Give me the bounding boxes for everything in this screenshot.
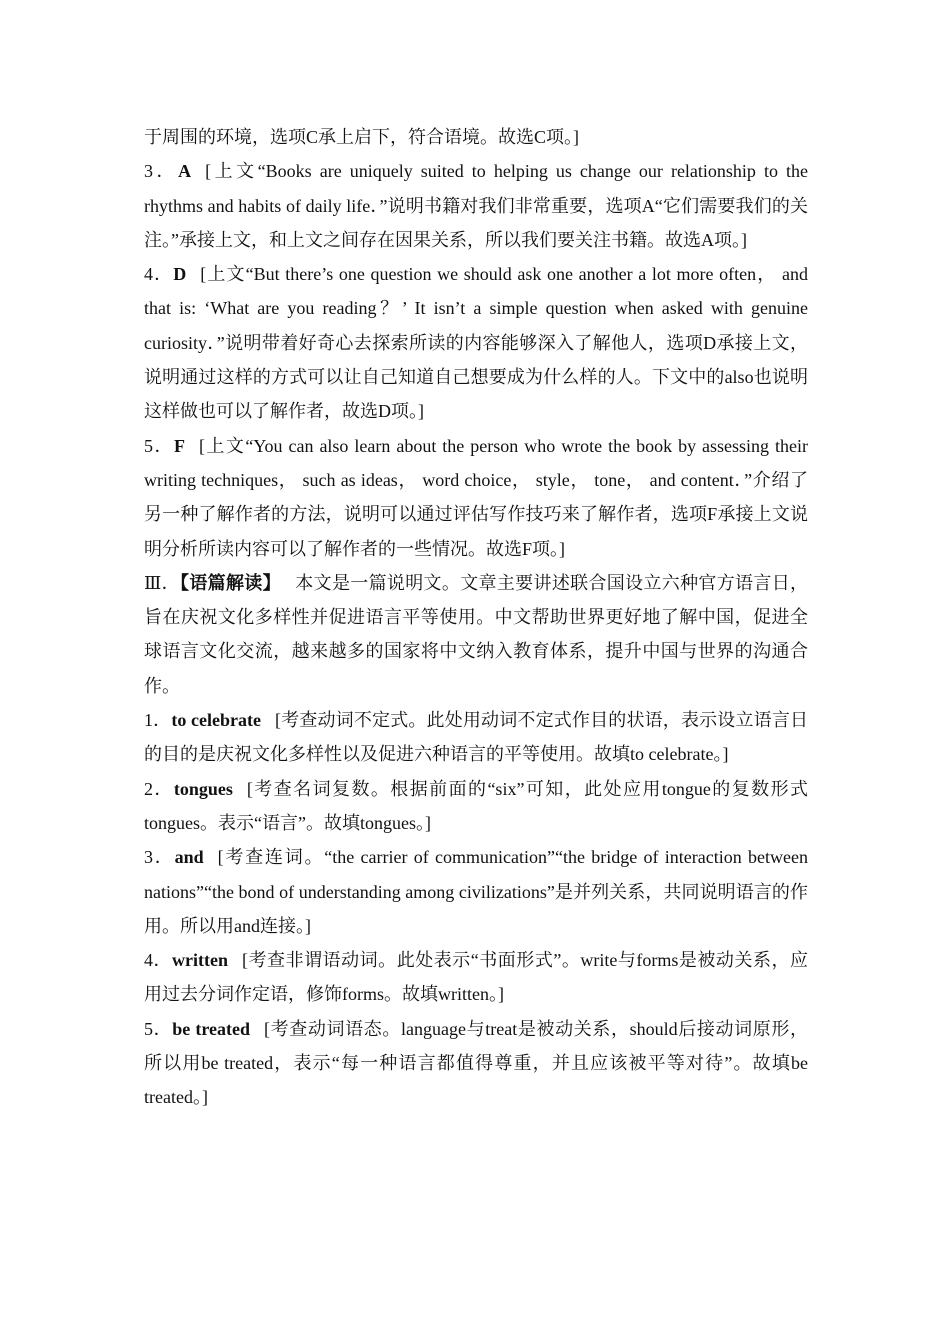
item-answer: be treated [172,1018,251,1039]
item-answer: A [178,161,192,182]
item-answer: tongues [173,778,233,799]
item-number: 3． [144,161,179,182]
item-answer: F [173,435,185,456]
item-5-explanation [144,429,808,566]
explanation-text: [考查连词。“the carrier of communication”“the bridge of interaction between nations”“the bond of understanding among civilizations”是并列关系，共同说明语言的作用。所以用and连接。] [144,847,808,936]
summary-text: 本文是一篇说明文。文章主要讲述联合国设立六种官方语言日，旨在庆祝文化多样性并促进语言平等使用。中文帮助世界更好地了解中国，促进全球语言文化交流，越来越多的国家将中文纳入教育体系，提升中国与世界的沟通合作。 [144,572,809,696]
explanation-text: [考查名词复数。根据前面的“six”可知，此处应用tongue的复数形式tongues。表示“语言”。故填tongues。] [144,778,808,833]
blank-5-explanation [144,1012,808,1115]
answer-explanations [144,120,808,1115]
item-number: 3． [144,847,175,868]
blank-4-explanation [144,943,808,1012]
blank-1-explanation [144,703,808,772]
explanation-text: [上文“Books are uniquely suited to helping us change our relationship to the rhythms and habits of daily life．”说明书籍对我们非常重要，选项A“它们需要我们的关注。”承接上文，和上文之间存在因果关系，所以我们要关注书籍。故选A项。] [144,161,808,250]
blank-2-explanation [144,772,808,841]
item-answer: and [174,847,204,868]
item-number: 1． [144,710,172,731]
item-number: 4． [144,950,173,971]
item-number: 2． [144,778,174,799]
explanation-text: [考查动词语态。language与treat是被动关系，should后接动词原形，所以用be treated，表示“每一种语言都值得尊重，并且应该被平等对待”。故填be treated。] [144,1018,809,1108]
passage-summary [144,566,808,703]
item-answer: D [173,264,187,285]
explanation-text: 于周围的环境，选项C承上启下，符合语境。故选C项。] [144,127,580,147]
explanation-text: [考查非谓语动词。此处表示“书面形式”。write与forms是被动关系，应用过去分词作定语，修饰forms。故填written。] [144,950,809,1005]
explanation-text: [上文“You can also learn about the person who wrote the book by assessing their writing techniques， such as ideas， word choice， style， tone， and content．”介绍了另一种了解作者的方法，说明可以通过评估写作技巧来了解作者，选项F承接上文说明分析所读内容可以了解作者的一些情况。故选F项。] [144,435,808,559]
blank-3-explanation [144,840,808,943]
item-answer: written [172,950,229,971]
explanation-text: [考查动词不定式。此处用动词不定式作目的状语，表示设立语言日的目的是庆祝文化多样性以及促进六种语言的平等使用。故填to celebrate。] [144,710,809,765]
item-4-explanation [144,257,808,428]
item-3-explanation [144,154,808,257]
section-number: Ⅲ． [144,572,181,593]
item-answer: to celebrate [171,710,261,731]
explanation-text: [上文“But there’s one question we should ask one another a lot more often， and that is: ‘What are you reading？’ It isn’t a simple question when asked with genuine curiosity．”说明带着好奇心去探索所读的内容能够深入了解他人，选项D承接上文，说明通过这样的方式可以让自己知道自己想要成为什么样的人。下文中的also也说明这样做也可以了解作者，故选D项。] [144,264,808,422]
item-number: 4． [144,264,174,285]
item-number: 5． [144,435,174,456]
section-heading: 【语篇解读】 [180,572,281,593]
item-number: 5． [144,1018,173,1039]
previous-explanation-tail [144,120,808,154]
